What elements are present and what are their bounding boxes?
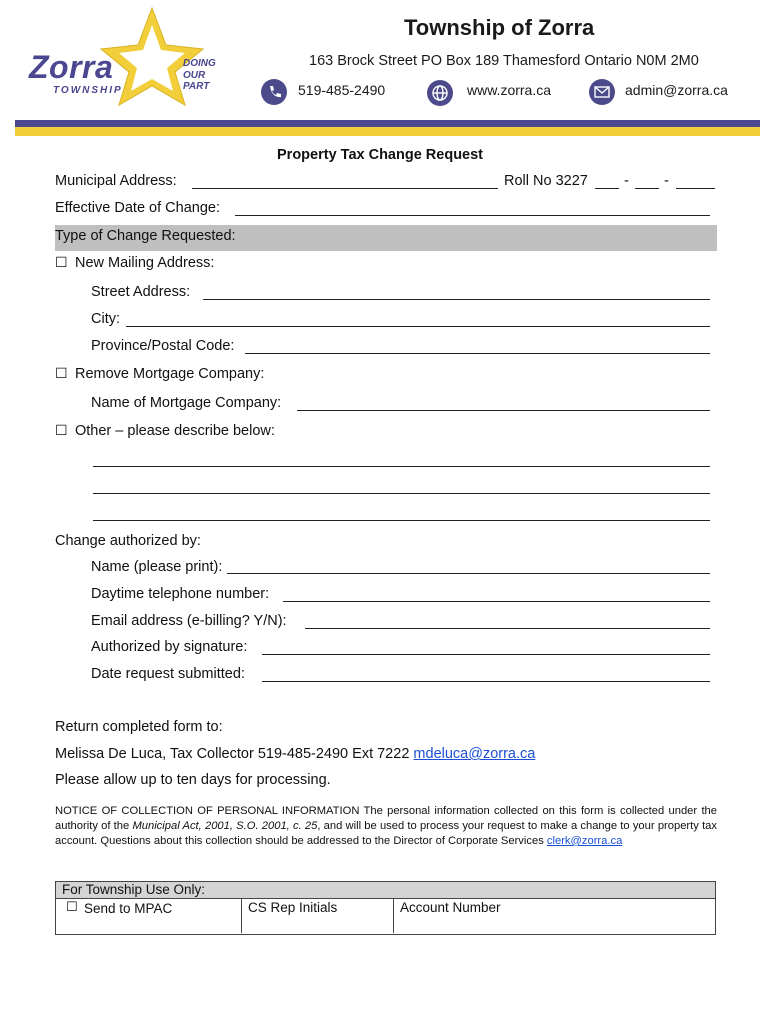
email-billing-field[interactable] [305, 628, 710, 629]
mortgage-name-field[interactable] [297, 410, 710, 411]
collector-text: Melissa De Luca, Tax Collector 519-485-2490 Ext 7222 [55, 746, 410, 762]
date-submitted-label: Date request submitted: [91, 666, 245, 682]
signature-label: Authorized by signature: [91, 639, 248, 655]
office-col-divider-1 [241, 898, 242, 933]
new-mailing-label: New Mailing Address: [75, 255, 215, 271]
globe-icon [427, 80, 453, 106]
page-title: Township of Zorra [404, 15, 595, 40]
header-band-yellow [15, 127, 760, 136]
city-label: City: [91, 311, 120, 327]
notice-act: Municipal Act, 2001, S.O. 2001, c. 25 [132, 820, 318, 832]
cs-rep-label: CS Rep Initials [248, 900, 338, 915]
collector-line [55, 746, 535, 763]
logo-tagline-1: DOING [183, 58, 216, 69]
logo-sub: TOWNSHIP [53, 85, 123, 96]
collector-email-link[interactable]: mdeluca@zorra.ca [413, 746, 536, 762]
roll-field-2[interactable] [635, 188, 659, 189]
mail-icon [589, 79, 615, 105]
authorized-by-label: Change authorized by: [55, 533, 201, 549]
processing-note: Please allow up to ten days for processing. [55, 772, 331, 788]
name-print-field[interactable] [227, 573, 710, 574]
address: 163 Brock Street PO Box 189 Thamesford Ontario N0M 2M0 [309, 53, 699, 69]
logo-tagline-2: OUR PART [183, 70, 210, 92]
province-label: Province/Postal Code: [91, 338, 235, 354]
return-label: Return completed form to: [55, 719, 223, 735]
email-link[interactable]: admin@zorra.ca [625, 82, 728, 98]
new-mailing-checkbox[interactable]: ☐ [55, 255, 68, 271]
effective-date-field[interactable] [235, 215, 710, 216]
other-label: Other – please describe below: [75, 423, 275, 439]
municipal-address-field[interactable] [192, 188, 498, 189]
township-logo [25, 5, 215, 110]
office-col-divider-2 [393, 898, 394, 933]
type-header-label: Type of Change Requested: [55, 228, 236, 244]
name-print-label: Name (please print): [91, 559, 223, 575]
other-line-3[interactable] [93, 520, 710, 521]
send-mpac-checkbox[interactable]: ☐ [66, 900, 78, 915]
remove-mortgage-checkbox[interactable]: ☐ [55, 366, 68, 382]
municipal-address-label: Municipal Address: [55, 173, 177, 189]
form-title: Property Tax Change Request [277, 147, 484, 163]
other-line-1[interactable] [93, 466, 710, 467]
daytime-phone-label: Daytime telephone number: [91, 586, 270, 602]
office-use-header-label: For Township Use Only: [62, 882, 206, 897]
logo-word: Zorra [29, 49, 114, 85]
notice-email-link[interactable]: clerk@zorra.ca [546, 835, 623, 847]
roll-sep-2: - [664, 173, 669, 189]
email-billing-label: Email address (e-billing? Y/N): [91, 613, 287, 629]
province-field[interactable] [245, 353, 710, 354]
phone-icon [261, 79, 287, 105]
header-band-purple [15, 120, 760, 127]
notice-text-1: NOTICE OF COLLECTION OF PERSONAL INFORMATION The personal information collected on this form is collected under the authority of the [55, 805, 717, 832]
privacy-notice [55, 804, 717, 849]
phone-number: 519-485-2490 [298, 82, 386, 98]
account-number-label: Account Number [400, 900, 501, 915]
signature-field[interactable] [262, 654, 710, 655]
city-field[interactable] [126, 326, 710, 327]
roll-sep-1: - [624, 173, 629, 189]
other-checkbox[interactable]: ☐ [55, 423, 68, 439]
effective-date-label: Effective Date of Change: [55, 200, 220, 216]
website-link[interactable]: www.zorra.ca [467, 82, 552, 98]
daytime-phone-field[interactable] [283, 601, 710, 602]
street-label: Street Address: [91, 284, 191, 300]
date-submitted-field[interactable] [262, 681, 710, 682]
street-field[interactable] [203, 299, 710, 300]
send-mpac-label: Send to MPAC [84, 901, 173, 916]
other-line-2[interactable] [93, 493, 710, 494]
roll-field-1[interactable] [595, 188, 619, 189]
roll-label: Roll No 3227 [504, 173, 588, 189]
notice-text-2: , and will be used to process your request to make a change to your property tax account. Questions about this collection should be addressed to the Director of Corporate Services [55, 820, 717, 847]
remove-mortgage-label: Remove Mortgage Company: [75, 366, 265, 382]
roll-field-3[interactable] [676, 188, 715, 189]
mortgage-name-label: Name of Mortgage Company: [91, 395, 282, 411]
